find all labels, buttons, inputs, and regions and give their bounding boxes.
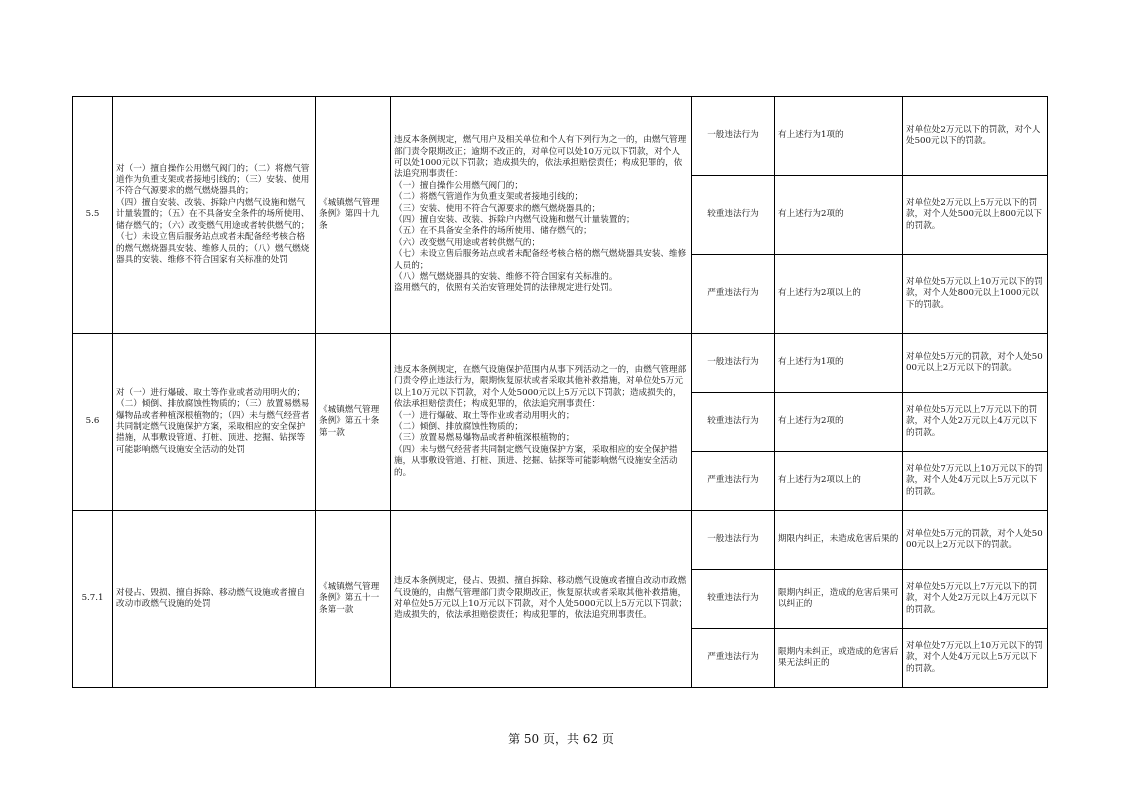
- penalty-standard: 对单位处2万元以上5万元以下的罚款，对个人处500元以上800元以下的罚款。: [903, 176, 1048, 255]
- item-number: 5.6: [73, 334, 113, 511]
- circumstance: 有上述行为2项以上的: [775, 452, 903, 511]
- table-row: [73, 511, 1048, 570]
- legal-provision: 违反本条例规定，侵占、毁损、擅自拆除、移动燃气设施或者擅自改动市政燃气设施的，由燃气管理部门责令限期改正，恢复原状或者采取其他补救措施，对单位处5万元以上10万元以下罚款，对个人处5000元以上5万元以下罚款；造成损失的，依法承担赔偿责任；构成犯罪的，依法追究刑事责任。: [391, 511, 692, 688]
- legal-basis: 《城镇燃气管理条例》第五十条第一款: [316, 334, 391, 511]
- legal-basis: 《城镇燃气管理条例》第四十九条: [316, 97, 391, 334]
- violation-level: 严重违法行为: [692, 629, 775, 688]
- penalty-standard: 对单位处7万元以上10万元以下的罚款，对个人处4万元以上5万元以下的罚款。: [903, 452, 1048, 511]
- violation-level: 严重违法行为: [692, 452, 775, 511]
- circumstance: 有上述行为1项的: [775, 334, 903, 393]
- penalty-standard: 对单位处5万元的罚款，对个人处5000元以上2万元以下的罚款。: [903, 334, 1048, 393]
- circumstance: 有上述行为2项的: [775, 176, 903, 255]
- circumstance: 有上述行为2项以上的: [775, 255, 903, 334]
- violation-level: 较重违法行为: [692, 176, 775, 255]
- penalty-standard: 对单位处5万元以上7万元以下的罚款，对个人处2万元以上4万元以下的罚款。: [903, 570, 1048, 629]
- violation-level: 较重违法行为: [692, 570, 775, 629]
- violation-level: 一般违法行为: [692, 511, 775, 570]
- penalty-standard: 对单位处2万元以下的罚款，对个人处500元以下的罚款。: [903, 97, 1048, 176]
- circumstance: 有上述行为2项的: [775, 393, 903, 452]
- page-number: 第 50 页，共 62 页: [508, 732, 614, 746]
- circumstance: 限期内纠正，造成的危害后果可以纠正的: [775, 570, 903, 629]
- table-row: [73, 97, 1048, 176]
- item-number: 5.7.1: [73, 511, 113, 688]
- violation-level: 严重违法行为: [692, 255, 775, 334]
- violation-level: 一般违法行为: [692, 334, 775, 393]
- penalty-table: [72, 96, 1048, 688]
- table-row: [73, 334, 1048, 393]
- circumstance: 有上述行为1项的: [775, 97, 903, 176]
- item-number: 5.5: [73, 97, 113, 334]
- penalty-standard: 对单位处5万元的罚款，对个人处5000元以上2万元以下的罚款。: [903, 511, 1048, 570]
- violation-description: 对（一）进行爆破、取土等作业或者动用明火的；（二）倾倒、排放腐蚀性物质的；（三）放置易燃易爆物品或者种植深根植物的；（四）未与燃气经营者共同制定燃气设施保护方案，采取相应的安全保护措施，从事敷设管道、打桩、顶进、挖掘、钻探等可能影响燃气设施安全活动的处罚: [113, 334, 316, 511]
- circumstance: 期限内纠正，未造成危害后果的: [775, 511, 903, 570]
- violation-description: 对侵占、毁损、擅自拆除、移动燃气设施或者擅自改动市政燃气设施的处罚: [113, 511, 316, 688]
- penalty-standard: 对单位处7万元以上10万元以下的罚款，对个人处4万元以上5万元以下的罚款。: [903, 629, 1048, 688]
- legal-provision: 违反本条例规定，在燃气设施保护范围内从事下列活动之一的，由燃气管理部门责令停止违法行为，限期恢复原状或者采取其他补救措施，对单位处5万元以上10万元以下罚款，对个人处5000元以上5万元以下罚款；造成损失的，依法承担赔偿责任；构成犯罪的，依法追究刑事责任： （一）进行爆破、取土等作业或者动用明火的； （二）倾倒、排放腐蚀性物质的； （三）放置易燃易爆物品或者种植深根植物的； （四）未与燃气经营者共同制定燃气设施保护方案，采取相应的安全保护措施，从事敷设管道、打桩、顶进、挖掘、钻探等可能影响燃气设施安全活动的。: [391, 334, 692, 511]
- violation-level: 较重违法行为: [692, 393, 775, 452]
- violation-description: 对（一）擅自操作公用燃气阀门的；（二）将燃气管道作为负重支架或者接地引线的；（三）安装、使用不符合气源要求的燃气燃烧器具的； （四）擅自安装、改装、拆除户内燃气设施和燃气计量装置的；（五）在不具备安全条件的场所使用、储存燃气的；（六）改变燃气用途或者转供燃气的；（七）未设立售后服务站点或者未配备经考核合格的燃气燃烧器具安装、维修人员的；（八）燃气燃烧器具的安装、维修不符合国家有关标准的处罚: [113, 97, 316, 334]
- legal-provision: 违反本条例规定，燃气用户及相关单位和个人有下列行为之一的，由燃气管理部门责令限期改正；逾期不改正的，对单位可以处10万元以下罚款，对个人可以处1000元以下罚款；造成损失的，依法承担赔偿责任；构成犯罪的，依法追究刑事责任： （一）擅自操作公用燃气阀门的； （二）将燃气管道作为负重支架或者接地引线的； （三）安装、使用不符合气源要求的燃气燃烧器具的； （四）擅自安装、改装、拆除户内燃气设施和燃气计量装置的； （五）在不具备安全条件的场所使用、储存燃气的； （六）改变燃气用途或者转供燃气的； （七）未设立售后服务站点或者未配备经考核合格的燃气燃烧器具安装、维修人员的； （八）燃气燃烧器具的安装、维修不符合国家有关标准的。 盗用燃气的，依照有关治安管理处罚的法律规定进行处罚。: [391, 97, 692, 334]
- penalty-standard: 对单位处5万元以上7万元以下的罚款，对个人处2万元以上4万元以下的罚款。: [903, 393, 1048, 452]
- violation-level: 一般违法行为: [692, 97, 775, 176]
- circumstance: 限期内未纠正，或造成的危害后果无法纠正的: [775, 629, 903, 688]
- legal-basis: 《城镇燃气管理条例》第五十一条第一款: [316, 511, 391, 688]
- penalty-standard: 对单位处5万元以上10万元以下的罚款，对个人处800元以上1000元以下的罚款。: [903, 255, 1048, 334]
